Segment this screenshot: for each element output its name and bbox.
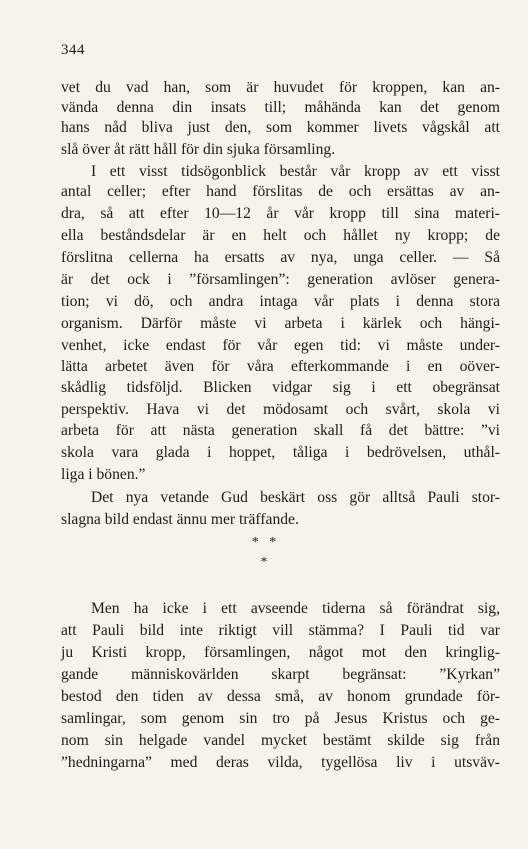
text-line: gande människovärlden skarpt begränsat: ”Kyrkan” <box>61 666 500 683</box>
text-line: förslitna cellerna ha ersatts av nya, unga celler. — Så <box>61 249 500 266</box>
text-line: bestod den tiden av dessa små, av honom grundade för- <box>61 688 500 705</box>
text-line: slå över åt rätt håll för din sjuka församling. <box>61 141 336 158</box>
text-line: ella beståndsdelar är en helt och hållet ny kropp; de <box>61 227 500 244</box>
text-line: ju Kristi kropp, församlingen, något mot den kringlig- <box>61 644 500 661</box>
text-line: nom sin helgade vandel mycket bestämt skilde sig från <box>61 732 500 749</box>
section-separator-top: * * <box>251 535 277 550</box>
text-line: dra, så att efter 10—12 år vår kropp till sina materi- <box>61 205 500 222</box>
text-line: antal celler; efter hand förslitas de och ersättas av an- <box>61 183 500 200</box>
text-line: vet du vad han, som är huvudet för kroppen, kan an- <box>61 79 500 96</box>
text-line: är det ock i ”församlingen”: generation avlöser genera- <box>61 271 500 288</box>
text-line: Det nya vetande Gud beskärt oss gör alltså Pauli stor- <box>91 489 500 506</box>
text-line: vända denna din insats till; måhända kan det genom <box>61 99 500 116</box>
text-line: lätta arbetet även för våra efterkommande i en oöver- <box>61 358 500 375</box>
text-line: hans nåd bliva just den, som kommer livets vågskål att <box>61 119 500 136</box>
text-line: I ett visst tidsögonblick består vår kropp av ett visst <box>91 163 500 180</box>
text-line: perspektiv. Hava vi det mödosamt och svårt, skola vi <box>61 401 500 418</box>
text-line: liga i bönen.” <box>61 466 146 483</box>
text-line: venhet, icke endast för vår egen tid: vi måste under- <box>61 337 500 354</box>
text-line: skola vara glada i hoppet, tåliga i bedrövelsen, uthål- <box>61 444 500 461</box>
text-line: organism. Därför måste vi arbeta i kärlek och hängi- <box>61 315 500 332</box>
text-line: samlingar, som genom sin tro på Jesus Kristus och ge- <box>61 710 500 727</box>
text-line: tion; vi dö, och andra intaga vår plats i denna stora <box>61 293 500 310</box>
text-line: att Pauli bild inte riktigt vill stämma? I Pauli tid var <box>61 622 500 639</box>
text-line: ”hedningarna” med deras vilda, tygellösa liv i utsväv- <box>61 754 500 771</box>
page-number: 344 <box>61 42 85 58</box>
text-line: arbeta för att nästa generation skall få det bättre: ”vi <box>61 422 500 439</box>
section-separator-bottom: * <box>260 555 268 570</box>
text-line: slagna bild endast ännu mer träffande. <box>61 511 299 528</box>
text-line: Men ha icke i ett avseende tiderna så förändrat sig, <box>91 600 500 617</box>
text-line: skådlig tidsföljd. Blicken vidgar sig i ett obegränsat <box>61 379 500 396</box>
